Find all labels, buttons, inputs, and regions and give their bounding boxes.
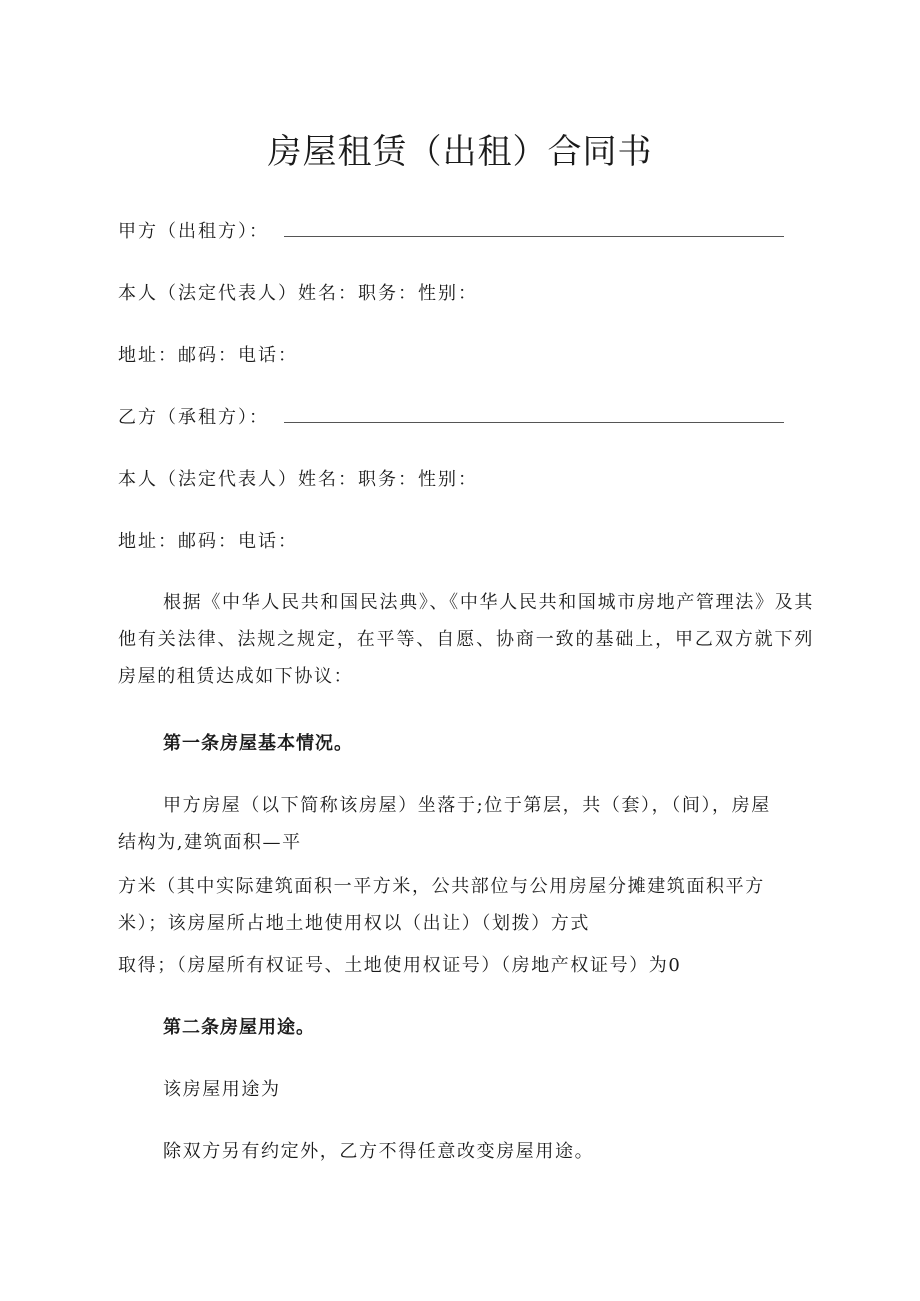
article-2-line-1: 该房屋用途为 xyxy=(163,1079,281,1100)
article-2-heading: 第二条房屋用途。 xyxy=(163,1017,315,1038)
article-1-line-2: 结构为,建筑面积—平 xyxy=(118,832,302,853)
intro-paragraph: 根据《中华人民共和国民法典》、《中华人民共和国城市房地产管理法》及其他有关法律、法规之规定，在平等、自愿、协商一致的基础上，甲乙双方就下列房屋的租赁达成如下协议： xyxy=(118,592,814,687)
document-title: 房屋租赁（出租）合同书 xyxy=(267,132,653,172)
party-a-fill-line xyxy=(284,236,784,237)
party-b-label: 乙方（承租方）： xyxy=(118,407,269,428)
party-b-fill-line xyxy=(284,422,784,423)
article-2-line-2: 除双方另有约定外，乙方不得任意改变房屋用途。 xyxy=(163,1141,595,1162)
party-a-label: 甲方（出租方）： xyxy=(118,221,269,242)
party-a-representative: 本人（法定代表人）姓名：职务：性别： xyxy=(118,283,478,304)
party-b-address: 地址：邮码：电话： xyxy=(118,531,298,552)
article-1-line-5: 取得；（房屋所有权证号、土地使用权证号）（房地产权证号）为0 xyxy=(118,955,682,976)
article-1-line-3: 方米（其中实际建筑面积一平方米，公共部位与公用房屋分摊建筑面积平方 xyxy=(118,876,765,897)
article-1-heading: 第一条房屋基本情况。 xyxy=(163,733,353,754)
party-b-representative: 本人（法定代表人）姓名：职务：性别： xyxy=(118,469,478,490)
article-1-line-4: 米）；该房屋所占地土地使用权以（出让）（划拨）方式 xyxy=(118,913,590,934)
article-1-line-1: 甲方房屋（以下简称该房屋）坐落于;位于第层，共（套），（间），房屋 xyxy=(163,795,771,816)
party-a-address: 地址：邮码：电话： xyxy=(118,345,298,366)
